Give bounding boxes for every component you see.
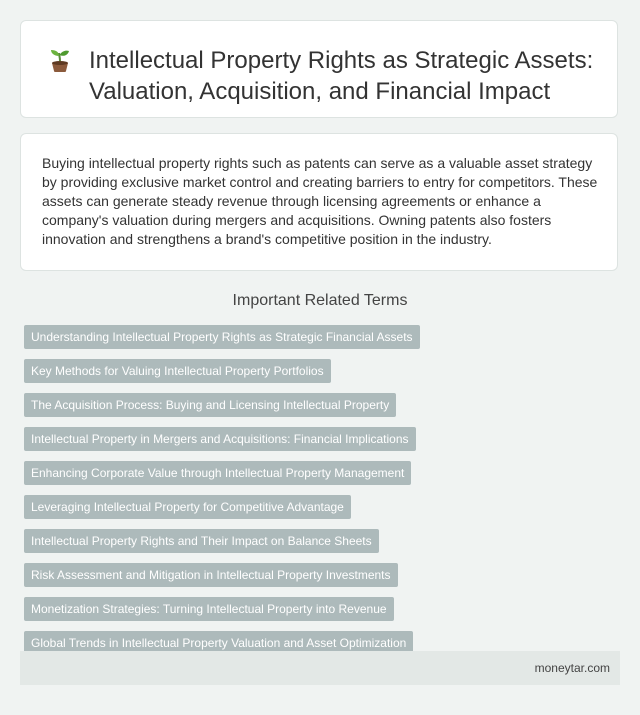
term-tag[interactable]: Leveraging Intellectual Property for Competitive Advantage: [24, 495, 351, 519]
term-tag[interactable]: Intellectual Property Rights and Their Impact on Balance Sheets: [24, 529, 379, 553]
footer: [20, 651, 620, 685]
footer-site-name[interactable]: moneytar.com: [534, 661, 610, 675]
term-tag[interactable]: Intellectual Property in Mergers and Acquisitions: Financial Implications: [24, 427, 416, 451]
intro-card: [20, 133, 618, 271]
term-tag[interactable]: The Acquisition Process: Buying and Licensing Intellectual Property: [24, 393, 396, 417]
title-card: [20, 20, 618, 118]
related-terms-heading: Important Related Terms: [232, 292, 408, 309]
term-tag[interactable]: Understanding Intellectual Property Rights as Strategic Financial Assets: [24, 325, 420, 349]
page-title: Intellectual Property Rights as Strategic Assets: Valuation, Acquisition, and Financial Impact: [89, 47, 594, 105]
related-terms-list: [24, 325, 624, 665]
term-tag[interactable]: Key Methods for Valuing Intellectual Property Portfolios: [24, 359, 331, 383]
term-tag[interactable]: Global Trends in Intellectual Property Valuation and Asset Optimization: [24, 631, 413, 655]
intro-paragraph: Buying intellectual property rights such as patents can serve as a valuable asset strategy by providing exclusive market control and creating barriers to entry for competitors. These assets can generate steady revenue through licensing agreements or enhance a company's valuation during mergers and acquisitions. Owning patents also fosters innovation and strengthens a brand's competitive position in the industry.: [42, 155, 598, 247]
term-tag[interactable]: Risk Assessment and Mitigation in Intellectual Property Investments: [24, 563, 398, 587]
term-tag[interactable]: Enhancing Corporate Value through Intellectual Property Management: [24, 461, 411, 485]
term-tag[interactable]: Monetization Strategies: Turning Intellectual Property into Revenue: [24, 597, 394, 621]
seedling-icon: [47, 47, 73, 73]
